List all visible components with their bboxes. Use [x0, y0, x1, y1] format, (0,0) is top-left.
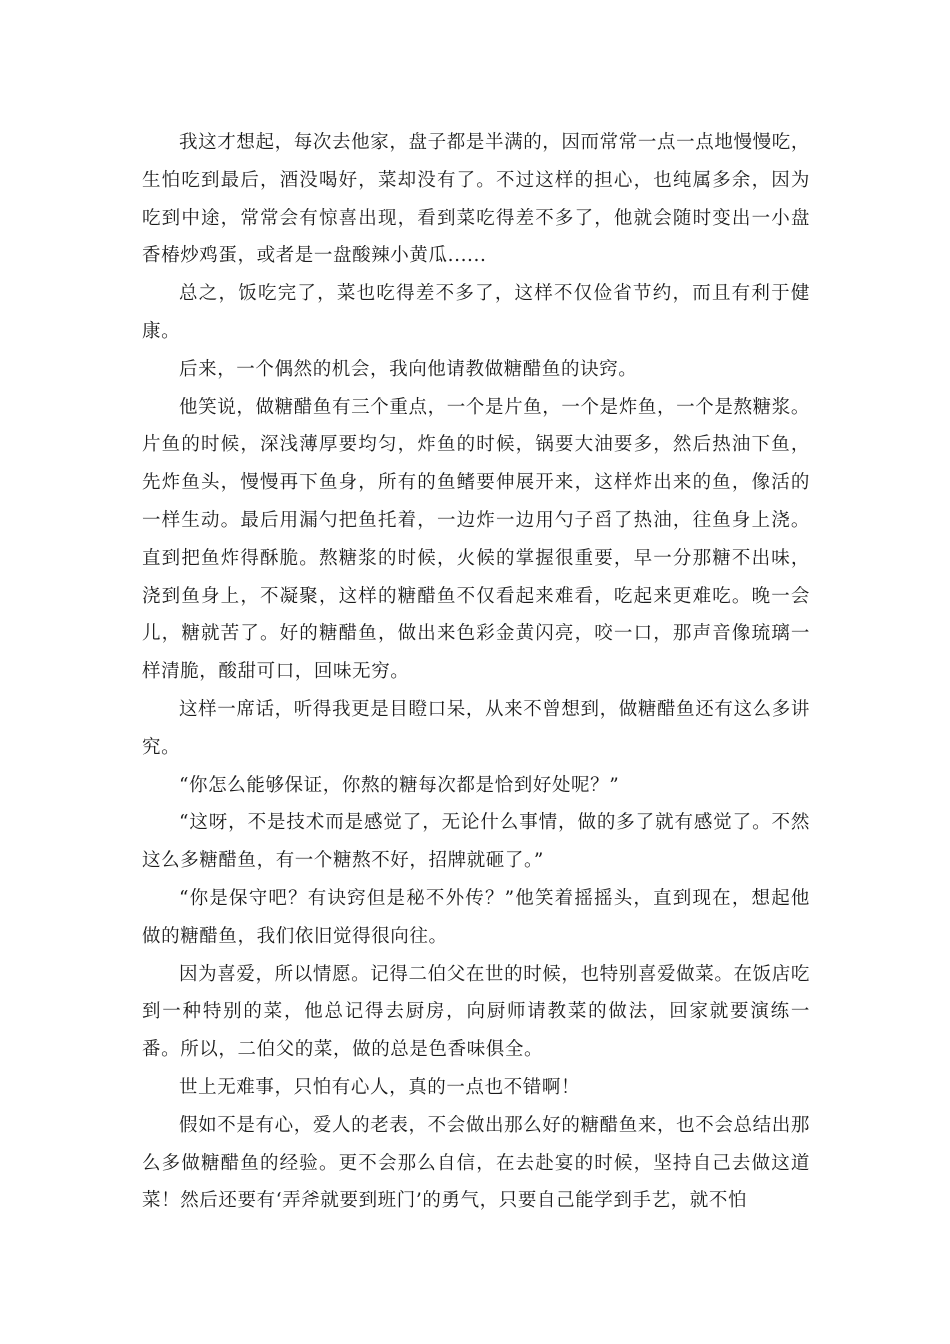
paragraph: 假如不是有心，爱人的老表，不会做出那么好的糖醋鱼来，也不会总结出那么多做糖醋鱼的经验。更不会那么自信，在去赴宴的时候，坚持自己去做这道菜！然后还要有‘弄斧就要到班门’的勇气，只要自己能学到手艺，就不怕: [142, 1114, 810, 1212]
paragraph: 我这才想起，每次去他家，盘子都是半满的，因而常常一点一点地慢慢吃，生怕吃到最后，酒没喝好，菜却没有了。不过这样的担心，也纯属多余，因为吃到中途，常常会有惊喜出现，看到菜吃得差不多了，他就会随时变出一小盘香椿炒鸡蛋，或者是一盘酸辣小黄瓜......: [142, 132, 810, 267]
paragraph: 总之，饭吃完了，菜也吃得差不多了，这样不仅俭省节约，而且有利于健康。: [142, 283, 810, 342]
paragraph: “这呀，不是技术而是感觉了，无论什么事情，做的多了就有感觉了。不然这么多糖醋鱼，有一个糖熬不好，招牌就砸了。”: [142, 812, 810, 872]
paragraph: 后来，一个偶然的机会，我向他请教做糖醋鱼的诀窍。: [179, 358, 638, 380]
document-body: [142, 124, 810, 1220]
paragraph: 世上无难事，只怕有心人，真的一点也不错啊！: [179, 1076, 581, 1098]
paragraph: 这样一席话，听得我更是目瞪口呆，从来不曾想到，做糖醋鱼还有这么多讲究。: [142, 698, 810, 758]
paragraph: “你是保守吧？有诀窍但是秘不外传？”他笑着摇摇头，直到现在，想起他做的糖醋鱼，我们依旧觉得很向往。: [142, 887, 810, 947]
paragraph: 他笑说，做糖醋鱼有三个重点，一个是片鱼，一个是炸鱼，一个是熬糖浆。片鱼的时候，深浅薄厚要均匀，炸鱼的时候，锅要大油要多，然后热油下鱼，先炸鱼头，慢慢再下鱼身，所有的鱼鳍要伸展开来，这样炸出来的鱼，像活的一样生动。最后用漏勺把鱼托着，一边炸一边用勺子舀了热油，往鱼身上浇。直到把鱼炸得酥脆。熬糖浆的时候，火候的掌握很重要，早一分那糖不出味，浇到鱼身上，不凝聚，这样的糖醋鱼不仅看起来难看，吃起来更难吃。晚一会儿，糖就苦了。好的糖醋鱼，做出来色彩金黄闪亮，咬一口，那声音像琉璃一样清脆，酸甜可口，回味无穷。: [142, 396, 810, 683]
paragraph: “你怎么能够保证，你熬的糖每次都是恰到好处呢？”: [179, 774, 620, 796]
paragraph: 因为喜爱，所以情愿。记得二伯父在世的时候，也特别喜爱做菜。在饭店吃到一种特别的菜，他总记得去厨房，向厨师请教菜的做法，回家就要演练一番。所以，二伯父的菜，做的总是色香味俱全。: [142, 963, 810, 1061]
